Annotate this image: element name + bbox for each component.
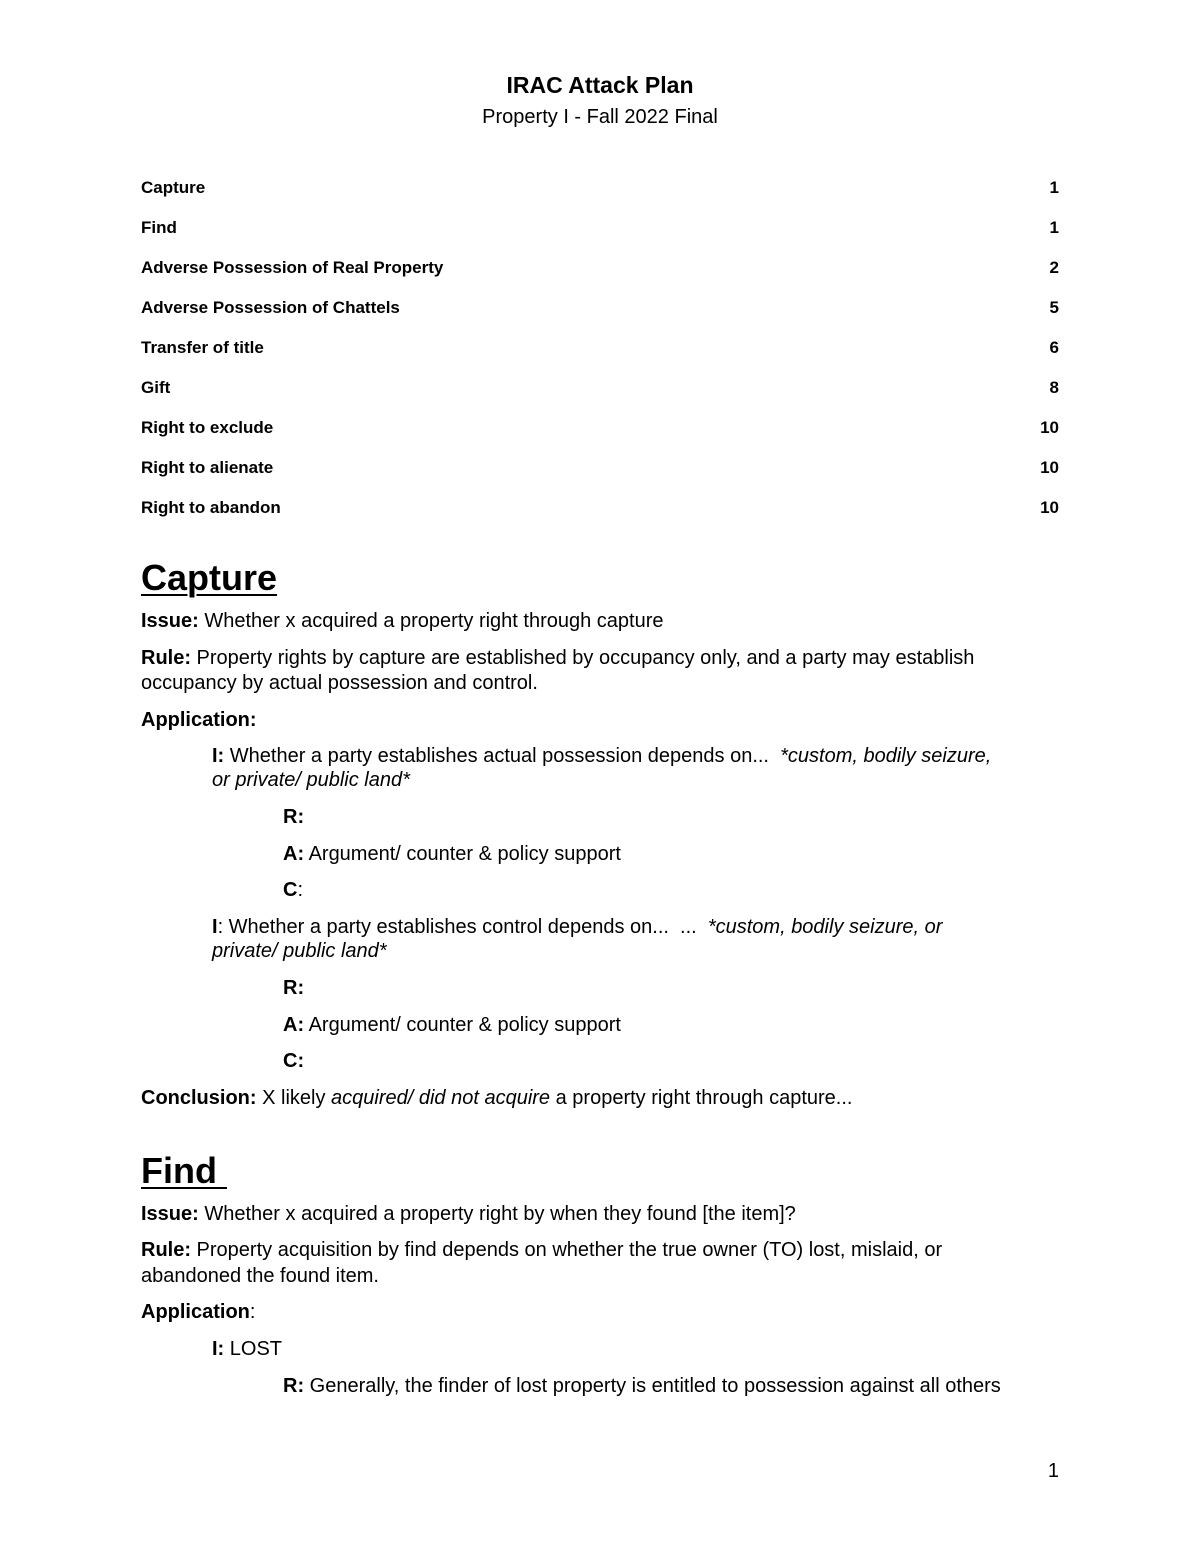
toc-entry-page: 10 — [1040, 418, 1059, 437]
capture-sub2-rule-label: R: — [283, 977, 305, 999]
toc-entry-page: 5 — [1049, 298, 1059, 317]
capture-sub1-application — [283, 842, 621, 867]
sub-application-label: A: — [283, 1014, 305, 1036]
capture-rule-cont: occupancy by actual possession and control. — [141, 672, 538, 694]
capture-sub1-rule-label: R: — [283, 806, 305, 828]
conclusion-italic: acquired/ did not acquire — [331, 1087, 551, 1109]
sub-application-text: Argument/ counter & policy support — [304, 843, 621, 865]
toc-entry-page: 2 — [1049, 258, 1059, 277]
toc-entry-page: 10 — [1040, 498, 1059, 517]
conclusion-text-end: a property right through capture... — [550, 1087, 853, 1109]
sub-issue-text: LOST — [224, 1338, 283, 1360]
toc-entry[interactable] — [141, 376, 1059, 416]
conclusion-text: X likely — [256, 1087, 332, 1109]
toc-entry-label: Adverse Possession of Chattels — [141, 298, 400, 317]
find-rule — [141, 1238, 942, 1263]
sub-conclusion-colon: : — [297, 879, 304, 901]
find-rule-cont: abandoned the found item. — [141, 1265, 379, 1287]
sub-issue-text: Whether a party establishes actual possession depends on... — [224, 745, 781, 767]
section-heading-find: Find — [141, 1150, 227, 1191]
rule-text: Property rights by capture are established by occupancy only, and a party may establish — [191, 647, 975, 669]
toc-entry[interactable] — [141, 256, 1059, 296]
find-application-label — [141, 1300, 255, 1325]
conclusion-label: Conclusion: — [141, 1087, 257, 1109]
find-issue — [141, 1202, 796, 1227]
application-label: Application — [141, 1301, 250, 1323]
section-heading-capture: Capture — [141, 557, 278, 598]
toc-entry-label: Transfer of title — [141, 338, 264, 357]
capture-sub1-issue — [212, 744, 991, 769]
capture-sub2-issue-cont: private/ public land* — [212, 940, 387, 962]
toc-entry[interactable] — [141, 496, 1059, 536]
capture-sub2-issue — [212, 915, 942, 940]
sub-issue-label: I: — [212, 1338, 225, 1360]
sub-application-text: Argument/ counter & policy support — [304, 1014, 621, 1036]
capture-issue — [141, 609, 664, 634]
toc-entry-page: 1 — [1049, 178, 1059, 197]
capture-rule — [141, 646, 974, 671]
sub-issue-italic: *custom, bodily seizure, or — [707, 916, 943, 938]
sub-rule-text: Generally, the finder of lost property is entitled to possession against all others — [304, 1375, 1001, 1397]
toc-entry-label: Right to abandon — [141, 498, 281, 517]
rule-text: Property acquisition by find depends on whether the true owner (TO) lost, mislaid, or — [191, 1239, 943, 1261]
toc-entry-page: 1 — [1049, 218, 1059, 237]
document-subtitle: Property I - Fall 2022 Final — [482, 106, 718, 128]
sub-issue-label: I — [212, 916, 218, 938]
toc-entry-label: Right to exclude — [141, 418, 274, 437]
find-sub-issue — [212, 1337, 282, 1362]
toc-entry[interactable] — [141, 176, 1059, 216]
issue-text: Whether x acquired a property right by when they found [the item]? — [198, 1203, 796, 1225]
toc-entry[interactable] — [141, 336, 1059, 376]
toc-entry-page: 8 — [1049, 378, 1059, 397]
toc-entry[interactable] — [141, 296, 1059, 336]
table-of-contents — [141, 176, 1059, 536]
capture-application-label: Application: — [141, 709, 257, 731]
issue-text: Whether x acquired a property right through capture — [198, 610, 664, 632]
sub-conclusion-label: C — [283, 879, 298, 901]
capture-sub1-issue-cont: or private/ public land* — [212, 769, 410, 791]
issue-label: Issue: — [141, 1203, 199, 1225]
sub-rule-label: R: — [283, 1375, 305, 1397]
toc-entry-label: Gift — [141, 378, 171, 397]
toc-entry-page: 6 — [1049, 338, 1059, 357]
toc-entry-label: Right to alienate — [141, 458, 274, 477]
capture-sub2-conclusion-label: C: — [283, 1050, 305, 1072]
rule-label: Rule: — [141, 647, 191, 669]
toc-entry-page: 10 — [1040, 458, 1059, 477]
toc-entry[interactable] — [141, 216, 1059, 256]
toc-entry-label: Capture — [141, 178, 206, 197]
toc-entry-label: Adverse Possession of Real Property — [141, 258, 444, 277]
sub-issue-label: I: — [212, 745, 225, 767]
toc-entry[interactable] — [141, 416, 1059, 456]
sub-issue-italic: *custom, bodily seizure, — [780, 745, 992, 767]
issue-label: Issue: — [141, 610, 199, 632]
capture-conclusion — [141, 1086, 852, 1111]
page-number: 1 — [1047, 1460, 1059, 1482]
capture-sub2-application — [283, 1013, 621, 1038]
application-colon: : — [249, 1301, 256, 1323]
sub-application-label: A: — [283, 843, 305, 865]
capture-sub1-conclusion — [283, 878, 303, 903]
toc-entry-label: Find — [141, 218, 177, 237]
rule-label: Rule: — [141, 1239, 191, 1261]
find-sub-rule — [283, 1374, 1001, 1399]
sub-issue-text: : Whether a party establishes control depends on... ... — [217, 916, 708, 938]
toc-entry[interactable] — [141, 456, 1059, 496]
document-title: IRAC Attack Plan — [506, 72, 694, 98]
